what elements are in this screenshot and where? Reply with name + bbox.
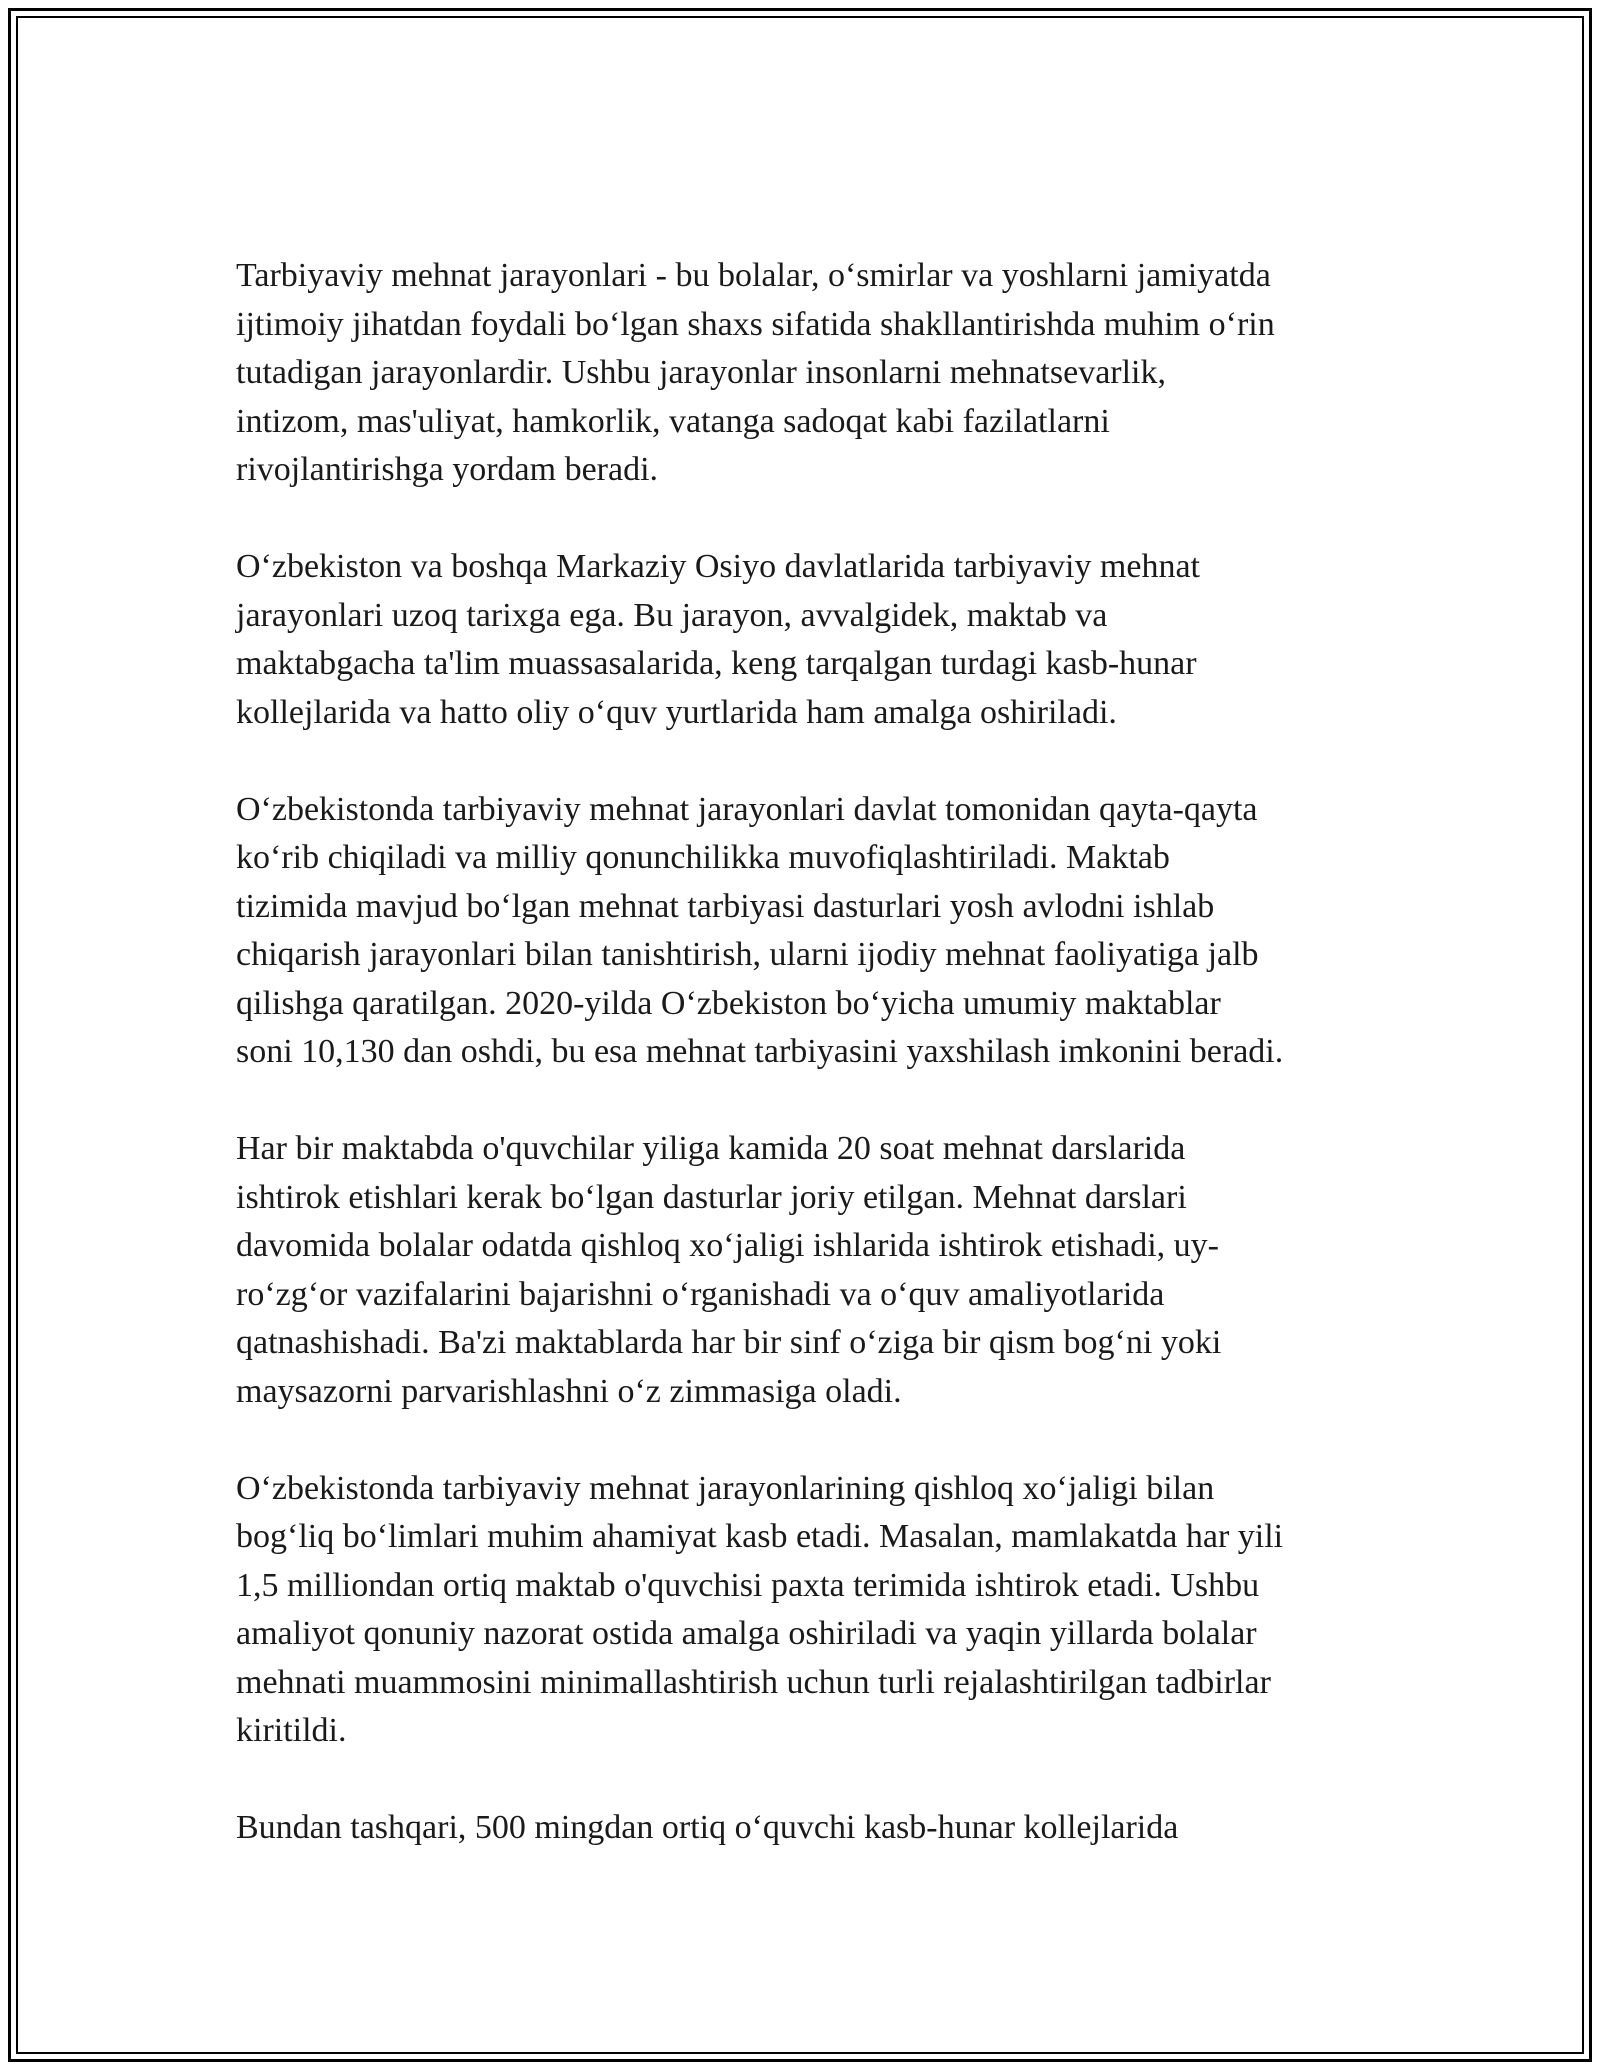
text-line: bog‘liq bo‘limlari muhim ahamiyat kasb etadi. Masalan, mamlakatda har yili: [236, 1518, 1284, 1555]
text-line: davomida bolalar odatda qishloq xo‘jaligi ishlarida ishtirok etishadi, uy-: [236, 1227, 1219, 1264]
text-line: ijtimoiy jihatdan foydali bo‘lgan shaxs sifatida shakllantirishda muhim o‘rin: [236, 305, 1275, 343]
text-line: 1,5 milliondan ortiq maktab o'quvchisi paxta terimida ishtirok etadi. Ushbu: [236, 1566, 1260, 1604]
text-line: ro‘zg‘or vazifalarini bajarishni o‘rganishadi va o‘quv amaliyotlarida: [236, 1275, 1165, 1313]
text-line: tizimida mavjud bo‘lgan mehnat tarbiyasi dasturlari yosh avlodni ishlab: [236, 887, 1215, 925]
paragraph-1: [236, 252, 1376, 495]
text-line: soni 10,130 dan oshdi, bu esa mehnat tarbiyasini yaxshilash imkonini beradi.: [236, 1033, 1284, 1070]
text-line: ko‘rib chiqiladi va milliy qonunchilikka muvofiqlashtiriladi. Maktab: [236, 839, 1170, 876]
text-line: tutadigan jarayonlardir. Ushbu jarayonlar insonlarni mehnatsevarlik,: [236, 354, 1167, 391]
text-line: O‘zbekistonda tarbiyaviy mehnat jarayonlari davlat tomonidan qayta-qayta: [236, 790, 1258, 828]
text-line: Bundan tashqari, 500 mingdan ortiq o‘quvchi kasb-hunar kollejlarida: [236, 1809, 1179, 1846]
text-line: maktabgacha ta'lim muassasalarida, keng tarqalgan turdagi kasb-hunar: [236, 645, 1197, 682]
text-line: kiritildi.: [236, 1712, 347, 1749]
paragraph-6: [236, 1804, 1376, 1853]
text-line: chiqarish jarayonlari bilan tanishtirish, ularni ijodiy mehnat faoliyatiga jalb: [236, 936, 1259, 973]
text-line: jarayonlari uzoq tarixga ega. Bu jarayon, avvalgidek, maktab va: [236, 596, 1108, 634]
paragraph-3: [236, 786, 1376, 1077]
text-line: rivojlantirishga yordam beradi.: [236, 451, 659, 488]
paragraph-2: [236, 543, 1376, 737]
document-body: [236, 252, 1376, 1901]
paragraph-4: [236, 1125, 1376, 1416]
text-line: O‘zbekiston va boshqa Markaziy Osiyo davlatlarida tarbiyaviy mehnat: [236, 548, 1200, 585]
text-line: qatnashishadi. Ba'zi maktablarda har bir sinf o‘ziga bir qism bog‘ni yoki: [236, 1324, 1222, 1361]
text-line: maysazorni parvarishlashni o‘z zimmasiga oladi.: [236, 1372, 902, 1410]
text-line: mehnati muammosini minimallashtirish uchun turli rejalashtirilgan tadbirlar: [236, 1663, 1271, 1701]
paragraph-5: [236, 1465, 1376, 1756]
text-line: intizom, mas'uliyat, hamkorlik, vatanga sadoqat kabi fazilatlarni: [236, 402, 1110, 440]
text-line: ishtirok etishlari kerak bo‘lgan dasturlar joriy etilgan. Mehnat darslari: [236, 1178, 1187, 1216]
text-line: Tarbiyaviy mehnat jarayonlari - bu bolalar, o‘smirlar va yoshlarni jamiyatda: [236, 257, 1271, 294]
text-line: kollejlarida va hatto oliy o‘quv yurtlarida ham amalga oshiriladi.: [236, 693, 1117, 731]
text-line: O‘zbekistonda tarbiyaviy mehnat jarayonlarining qishloq xo‘jaligi bilan: [236, 1469, 1215, 1507]
text-line: amaliyot qonuniy nazorat ostida amalga oshiriladi va yaqin yillarda bolalar: [236, 1615, 1257, 1652]
text-line: qilishga qaratilgan. 2020-yilda O‘zbekiston bo‘yicha umumiy maktablar: [236, 984, 1221, 1022]
text-line: Har bir maktabda o'quvchilar yiliga kamida 20 soat mehnat darslarida: [236, 1130, 1186, 1167]
